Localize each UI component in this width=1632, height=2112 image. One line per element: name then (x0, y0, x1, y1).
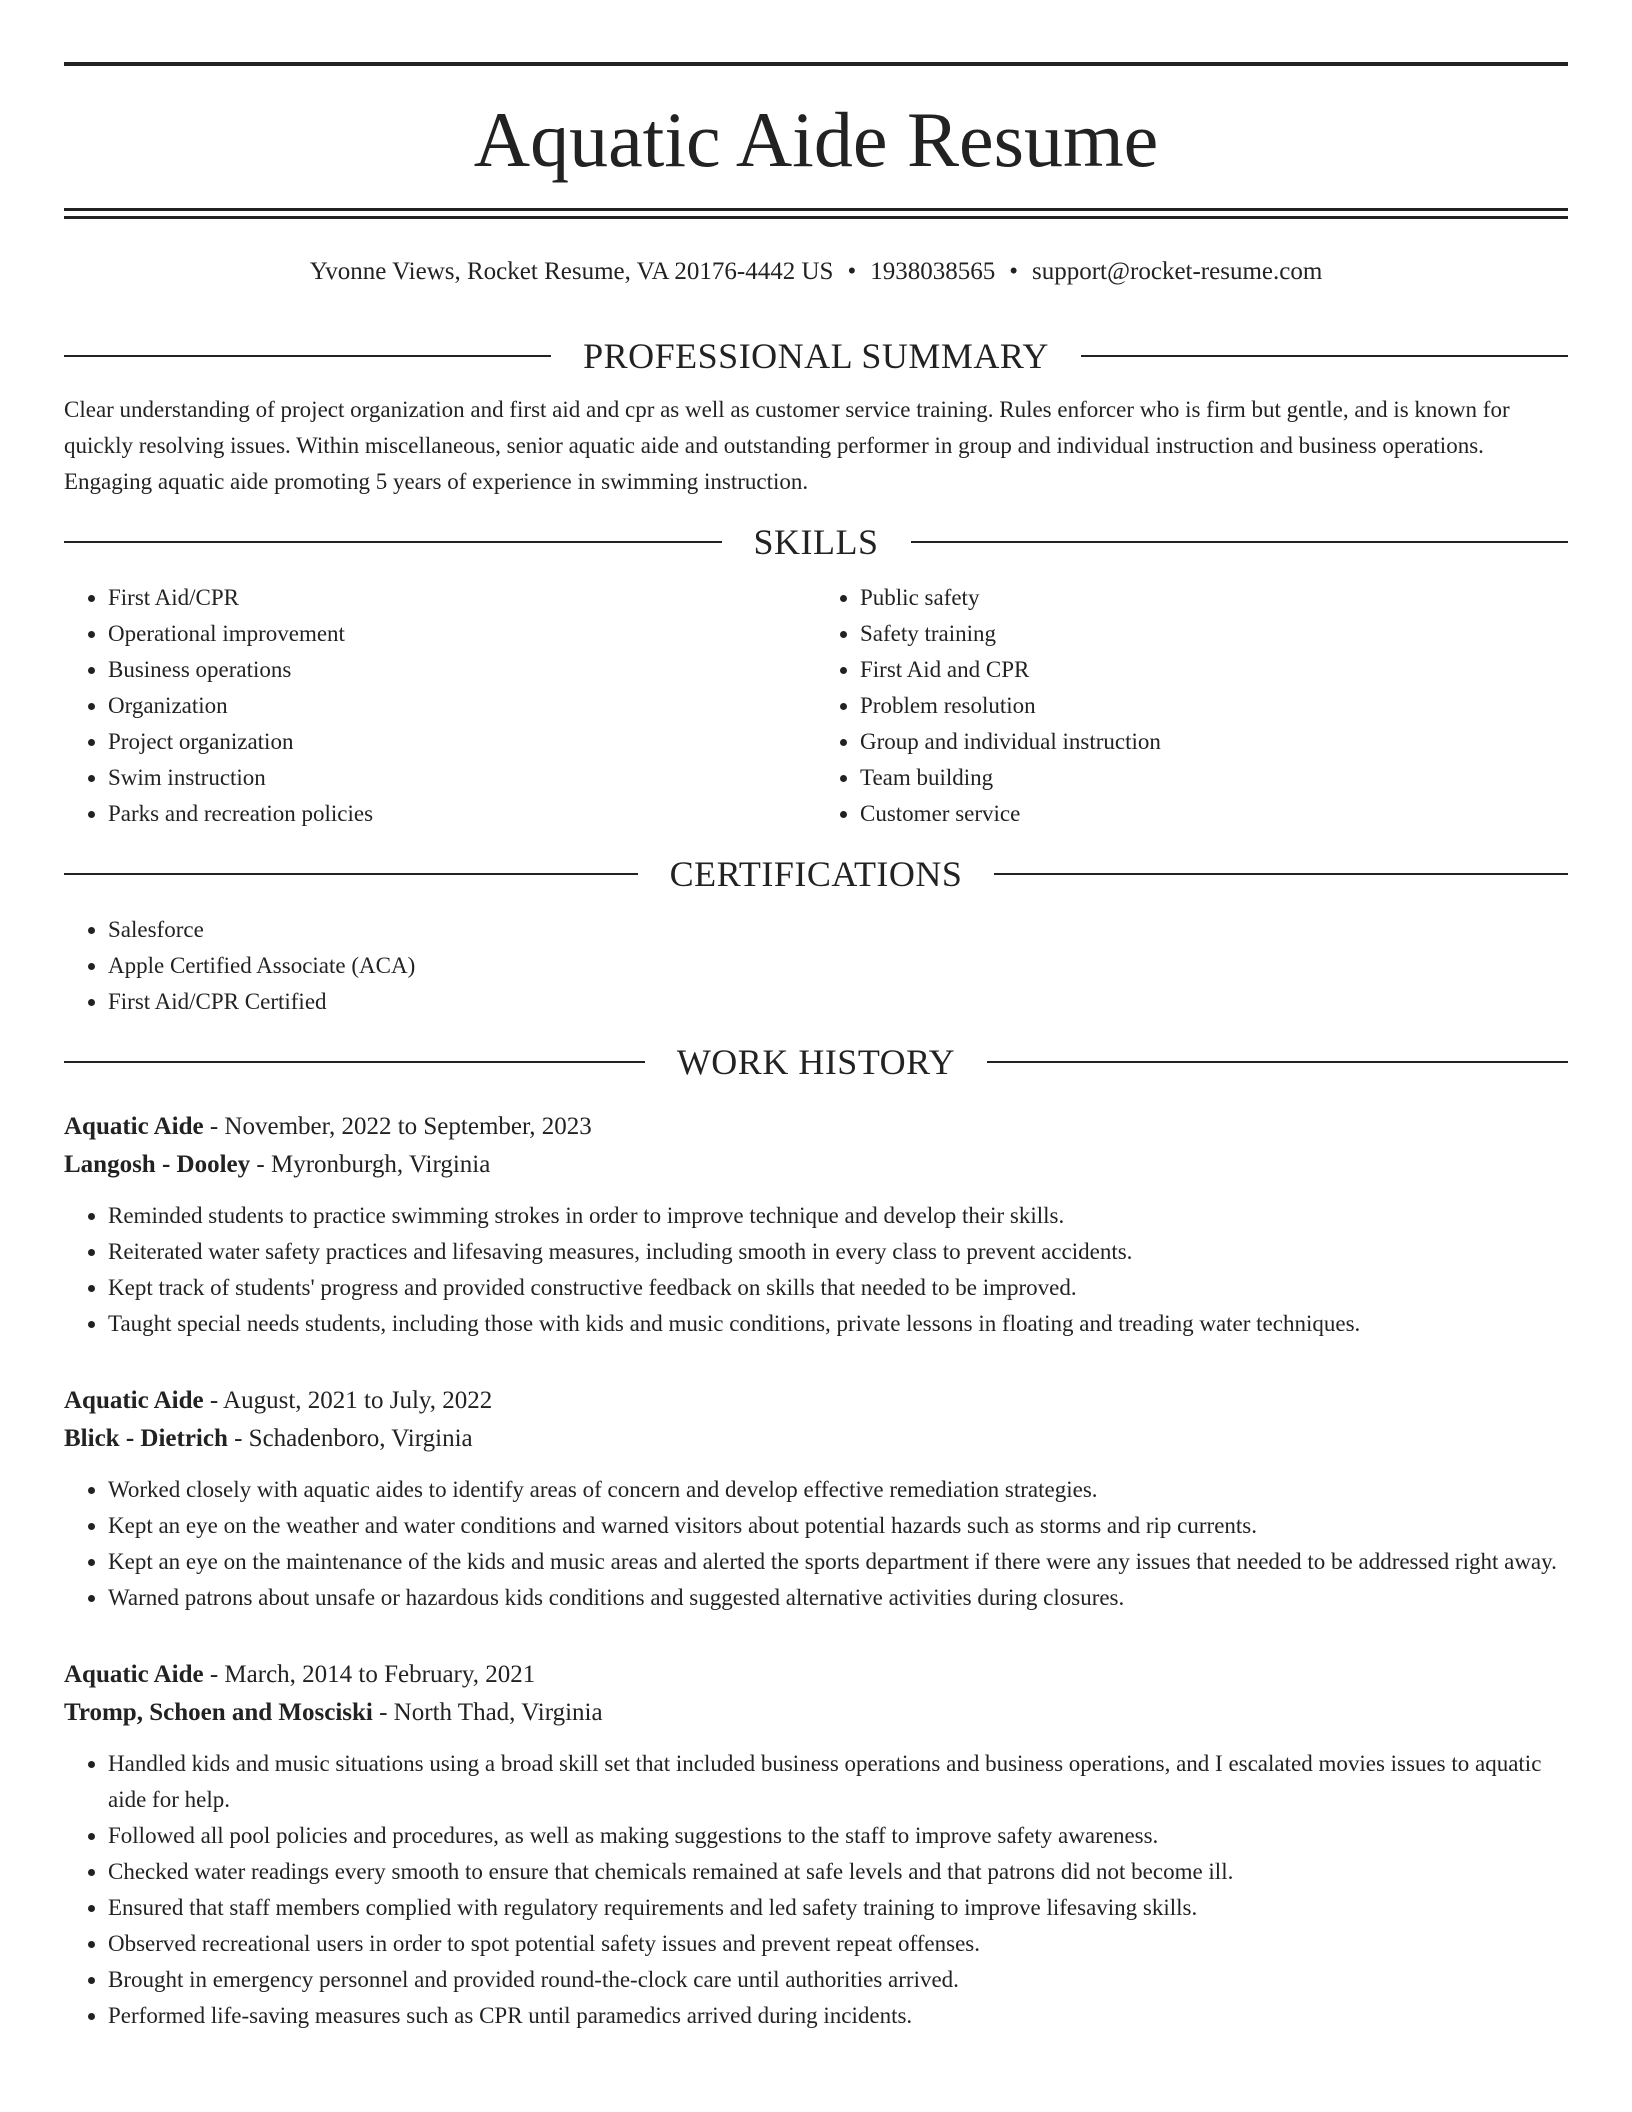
skill-item: • Public safety (860, 580, 1568, 616)
contact-phone: 1938038565 (870, 258, 996, 285)
skills-column-right (816, 580, 1568, 832)
work-history-heading-label: WORK HISTORY (676, 1042, 956, 1082)
contact-separator: • (847, 258, 857, 285)
job-bullet: • Kept an eye on the weather and water conditions and warned visitors about potential hazards such as storms and rip currents. (108, 1508, 1568, 1544)
job-company: Tromp, Schoen and Mosciski (64, 1699, 373, 1726)
skill-item: • First Aid and CPR (860, 652, 1568, 688)
skill-item: • Operational improvement (108, 616, 816, 652)
skills-column-left (64, 580, 816, 832)
job-bullet: • Handled kids and music situations using a broad skill set that included business operations and business operations, and I escalated movies issues to aquatic aide for help. (108, 1746, 1568, 1818)
job-bullet: • Performed life-saving measures such as CPR until paramedics arrived during incidents. (108, 1998, 1568, 2034)
job-bullet: • Followed all pool policies and procedures, as well as making suggestions to the staff to improve safety awareness. (108, 1818, 1568, 1854)
heading-rule-right (987, 1061, 1568, 1063)
skill-item: • Organization (108, 688, 816, 724)
job-entry (64, 1382, 1568, 1616)
title-divider-upper (64, 208, 1568, 211)
top-divider (64, 62, 1568, 66)
page-title: Aquatic Aide Resume (473, 96, 1159, 183)
job-bullet: • Kept track of students' progress and provided constructive feedback on skills that needed to be improved. (108, 1270, 1568, 1306)
job-bullet: • Reiterated water safety practices and lifesaving measures, including smooth in every class to prevent accidents. (108, 1234, 1568, 1270)
skill-item: • Safety training (860, 616, 1568, 652)
skill-item: • Project organization (108, 724, 816, 760)
job-title-line (64, 1656, 1568, 1694)
job-dates: - March, 2014 to February, 2021 (203, 1661, 536, 1688)
job-company-line (64, 1694, 1568, 1732)
job-entry (64, 1108, 1568, 1342)
heading-rule-left (64, 541, 722, 543)
skill-item: • Swim instruction (108, 760, 816, 796)
job-bullet: • Kept an eye on the maintenance of the kids and music areas and alerted the sports department if there were any issues that needed to be addressed right away. (108, 1544, 1568, 1580)
summary-heading-label: PROFESSIONAL SUMMARY (583, 336, 1049, 376)
certifications-heading-label: CERTIFICATIONS (669, 854, 963, 894)
certifications-heading (64, 846, 1568, 902)
skill-item: • First Aid/CPR (108, 580, 816, 616)
resume-content (64, 328, 1568, 2034)
job-title: Aquatic Aide (64, 1387, 204, 1414)
job-bullets (64, 1472, 1568, 1616)
contact-separator: • (1009, 258, 1018, 285)
job-dates: - August, 2021 to July, 2022 (203, 1387, 493, 1414)
job-title: Aquatic Aide (64, 1113, 204, 1140)
heading-rule-left (64, 873, 638, 875)
skills-heading (64, 514, 1568, 570)
job-company-line (64, 1420, 1568, 1458)
job-company-line (64, 1146, 1568, 1184)
skill-item: • Team building (860, 760, 1568, 796)
heading-rule-left (64, 355, 551, 357)
job-company: Blick - Dietrich (64, 1425, 228, 1452)
job-dates: - November, 2022 to September, 2023 (203, 1113, 592, 1140)
job-location: - North Thad, Virginia (372, 1699, 603, 1726)
skills-grid (64, 580, 1568, 832)
job-company: Langosh - Dooley (64, 1151, 251, 1178)
certification-item: • Salesforce (108, 912, 1568, 948)
skill-item: • Customer service (860, 796, 1568, 832)
heading-rule-right (911, 541, 1569, 543)
job-title-line (64, 1108, 1568, 1146)
skill-item: • Business operations (108, 652, 816, 688)
job-title-line (64, 1382, 1568, 1420)
summary-text: Clear understanding of project organization and first aid and cpr as well as customer service training. Rules enforcer who is firm but gentle, and is known for quickly resolving issues. Within miscellaneous, senior aquatic aide and outstanding performer in group and individual instruction and business operations. Engaging aquatic aide promoting 5 years of experience in swimming instruction. (64, 397, 1510, 494)
contact-address: Yvonne Views, Rocket Resume, VA 20176-4442 US (309, 258, 834, 285)
job-bullet: • Warned patrons about unsafe or hazardous kids conditions and suggested alternative activities during closures. (108, 1580, 1568, 1616)
job-entry (64, 1656, 1568, 2034)
work-history-heading (64, 1034, 1568, 1090)
summary-heading (64, 328, 1568, 384)
certification-item: • First Aid/CPR Certified (108, 984, 1568, 1020)
skill-item: • Problem resolution (860, 688, 1568, 724)
contact-line (64, 254, 1568, 290)
job-bullets (64, 1746, 1568, 2034)
job-bullet: • Ensured that staff members complied with regulatory requirements and led safety training to improve lifesaving skills. (108, 1890, 1568, 1926)
job-bullet: • Reminded students to practice swimming strokes in order to improve technique and develop their skills. (108, 1198, 1568, 1234)
job-location: - Myronburgh, Virginia (250, 1151, 491, 1178)
skill-item: • Parks and recreation policies (108, 796, 816, 832)
job-bullet: • Worked closely with aquatic aides to identify areas of concern and develop effective remediation strategies. (108, 1472, 1568, 1508)
heading-rule-left (64, 1061, 645, 1063)
skill-item: • Group and individual instruction (860, 724, 1568, 760)
job-title: Aquatic Aide (64, 1661, 204, 1688)
job-bullet: • Brought in emergency personnel and provided round-the-clock care until authorities arrived. (108, 1962, 1568, 1998)
job-bullet: • Observed recreational users in order to spot potential safety issues and prevent repeat offenses. (108, 1926, 1568, 1962)
certifications-list (64, 912, 1568, 1020)
heading-rule-right (994, 873, 1568, 875)
job-bullet: • Taught special needs students, including those with kids and music conditions, private lessons in floating and treading water techniques. (108, 1306, 1568, 1342)
certification-item: • Apple Certified Associate (ACA) (108, 948, 1568, 984)
heading-rule-right (1081, 355, 1568, 357)
skills-heading-label: SKILLS (753, 522, 879, 562)
job-bullet: • Checked water readings every smooth to ensure that chemicals remained at safe levels and that patrons did not become ill. (108, 1854, 1568, 1890)
job-bullets (64, 1198, 1568, 1342)
title-divider-lower (64, 216, 1568, 219)
contact-email: support@rocket-resume.com (1032, 258, 1323, 285)
job-location: - Schadenboro, Virginia (227, 1425, 473, 1452)
